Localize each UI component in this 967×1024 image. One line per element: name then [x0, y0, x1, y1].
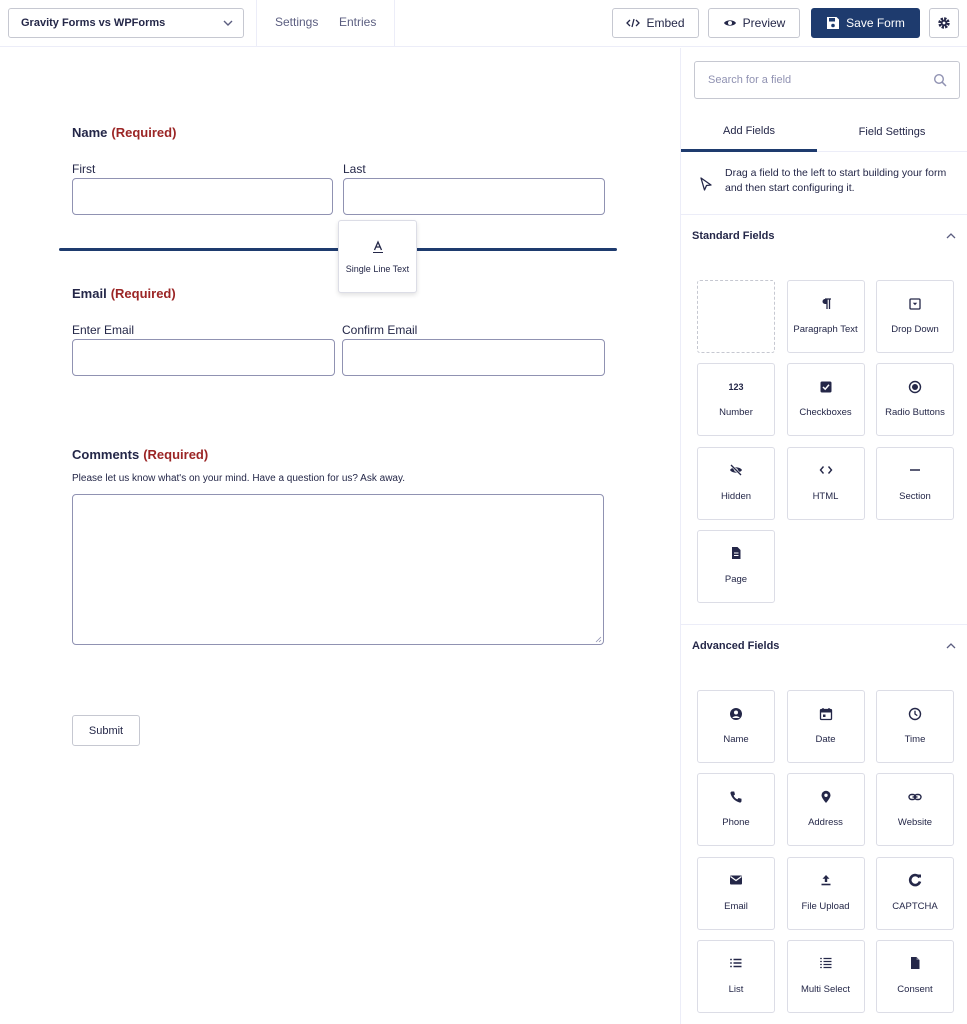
field-tile-multi-select[interactable] — [787, 940, 865, 1013]
minus-icon — [908, 463, 923, 478]
captcha-icon — [908, 873, 923, 888]
clock-icon — [908, 706, 923, 721]
field-tile-date[interactable] — [787, 690, 865, 763]
email-field-label — [72, 286, 176, 301]
dragged-field-label: Single Line Text — [345, 263, 410, 274]
field-tile-label: HTML — [812, 490, 839, 502]
first-name-sublabel: First — [72, 162, 96, 176]
field-tile-label: Number — [719, 407, 753, 419]
field-tile-time[interactable] — [876, 690, 954, 763]
last-name-input[interactable] — [343, 178, 605, 215]
drag-hint — [681, 152, 967, 215]
field-tile-label: File Upload — [801, 900, 850, 912]
code-icon — [818, 463, 833, 478]
eye-off-icon — [729, 463, 744, 478]
cursor-pointer-icon — [699, 176, 713, 192]
field-tile-drop-down[interactable] — [876, 280, 954, 353]
standard-fields-grid — [697, 280, 955, 603]
field-tile-label: Name — [723, 734, 749, 745]
consent-doc-icon — [908, 956, 923, 971]
field-tile-label: Time — [904, 734, 926, 745]
field-tile-page[interactable] — [697, 530, 775, 603]
embed-button[interactable] — [612, 8, 699, 38]
field-tile-section[interactable] — [876, 447, 954, 520]
field-tile-label: Page — [724, 573, 748, 585]
list-icon — [729, 956, 744, 971]
save-icon — [826, 16, 840, 30]
tab-field-settings[interactable]: Field Settings — [858, 126, 926, 138]
number-icon: 123 — [728, 381, 744, 392]
chevron-up-icon — [946, 231, 956, 241]
name-field-label — [72, 125, 176, 140]
gear-icon — [937, 16, 951, 30]
first-name-input[interactable] — [72, 178, 333, 215]
field-tile-label: Address — [808, 817, 843, 829]
embed-button-label: Embed — [646, 16, 685, 30]
field-tile-label: Checkboxes — [799, 407, 852, 419]
field-tile-captcha[interactable] — [876, 857, 954, 930]
radio-icon — [908, 379, 923, 394]
field-tile-label: Drop Down — [891, 324, 939, 335]
field-tile-website[interactable] — [876, 773, 954, 846]
field-tile-label: Phone — [722, 817, 750, 829]
required-indicator: (Required) — [110, 286, 176, 301]
field-tile-paragraph-text[interactable] — [787, 280, 865, 353]
chevron-down-icon — [223, 18, 233, 28]
sidebar-tabs — [681, 112, 967, 152]
name-label-text: Name — [72, 125, 108, 140]
field-tile-label: Consent — [897, 983, 933, 995]
toolbar-divider — [256, 0, 257, 47]
email-label-text: Email — [72, 286, 107, 301]
nav-entries-link[interactable]: Entries — [339, 15, 377, 29]
required-indicator: (Required) — [111, 125, 177, 140]
field-tile-address[interactable] — [787, 773, 865, 846]
required-indicator: (Required) — [143, 447, 209, 462]
field-tile-radio-buttons[interactable] — [876, 363, 954, 436]
pilcrow-icon — [818, 296, 833, 311]
toolbar-divider — [394, 0, 395, 47]
advanced-fields-header[interactable] — [681, 625, 967, 667]
eye-icon — [723, 16, 737, 30]
field-tile-email[interactable] — [697, 857, 775, 930]
nav-settings-link[interactable]: Settings — [275, 15, 319, 29]
checkbox-icon — [818, 379, 833, 394]
code-icon — [626, 16, 640, 30]
standard-fields-title: Standard Fields — [692, 230, 775, 242]
field-tile-consent[interactable] — [876, 940, 954, 1013]
upload-icon — [818, 873, 833, 888]
form-switcher-label: Gravity Forms vs WPForms — [21, 17, 166, 29]
field-search-input[interactable] — [695, 62, 915, 98]
comments-label-text: Comments — [72, 447, 140, 462]
drag-hint-text: Drag a field to the left to start building your form and then start configuring it. — [725, 167, 947, 194]
save-form-button[interactable] — [811, 8, 920, 38]
field-tile-label: List — [728, 983, 744, 995]
dropdown-icon — [908, 296, 923, 311]
user-icon — [729, 706, 744, 721]
field-search-box[interactable] — [694, 61, 960, 99]
dragged-field-ghost[interactable] — [338, 220, 417, 293]
field-tile-name[interactable] — [697, 690, 775, 763]
field-tile-label: Paragraph Text — [793, 324, 858, 335]
last-name-sublabel: Last — [343, 162, 366, 176]
standard-fields-header[interactable] — [681, 215, 967, 257]
confirm-email-input[interactable] — [342, 339, 605, 376]
envelope-icon — [729, 873, 744, 888]
tab-add-fields[interactable]: Add Fields — [681, 112, 817, 152]
field-tile-label: Section — [899, 490, 931, 502]
multi-select-icon — [818, 956, 833, 971]
preview-button[interactable] — [708, 8, 800, 38]
email-input[interactable] — [72, 339, 335, 376]
phone-icon — [729, 789, 744, 804]
advanced-fields-title: Advanced Fields — [692, 640, 780, 652]
document-icon — [729, 546, 744, 561]
field-tile-label: Email — [724, 900, 748, 912]
field-tile-phone[interactable] — [697, 773, 775, 846]
field-tile-label: Hidden — [720, 490, 752, 502]
resize-handle-icon[interactable] — [595, 636, 602, 643]
calendar-icon — [818, 706, 833, 721]
comments-description: Please let us know what's on your mind. Have a question for us? Ask away. — [72, 473, 406, 484]
field-sidebar — [680, 48, 967, 1024]
field-tile-placeholder — [697, 280, 775, 353]
map-pin-icon — [818, 789, 833, 804]
field-tile-hidden[interactable] — [697, 447, 775, 520]
field-tile-label: Date — [815, 734, 836, 745]
search-icon — [933, 73, 947, 87]
field-tile-label: Radio Buttons — [885, 407, 945, 419]
field-tile-html[interactable] — [787, 447, 865, 520]
field-tile-number[interactable] — [697, 363, 775, 436]
preview-button-label: Preview — [742, 16, 786, 30]
confirm-email-sublabel: Confirm Email — [342, 323, 418, 337]
save-form-label: Save Form — [846, 16, 905, 30]
field-tile-checkboxes[interactable] — [787, 363, 865, 436]
settings-gear-button[interactable] — [929, 8, 959, 38]
field-tile-file-upload[interactable] — [787, 857, 865, 930]
field-tile-label: CAPTCHA — [892, 900, 938, 912]
comments-field-label — [72, 447, 208, 462]
advanced-fields-grid — [697, 690, 955, 1014]
comments-textarea[interactable] — [72, 494, 604, 645]
link-icon — [908, 789, 923, 804]
text-a-icon — [371, 240, 385, 254]
form-canvas — [0, 48, 680, 1024]
form-switcher-dropdown[interactable] — [8, 8, 244, 38]
submit-button[interactable]: Submit — [72, 715, 140, 746]
field-tile-label: Website — [897, 817, 933, 829]
field-tile-list[interactable] — [697, 940, 775, 1013]
top-toolbar — [0, 0, 967, 47]
chevron-up-icon — [946, 641, 956, 651]
enter-email-sublabel: Enter Email — [72, 323, 135, 337]
field-tile-label: Multi Select — [800, 983, 851, 995]
